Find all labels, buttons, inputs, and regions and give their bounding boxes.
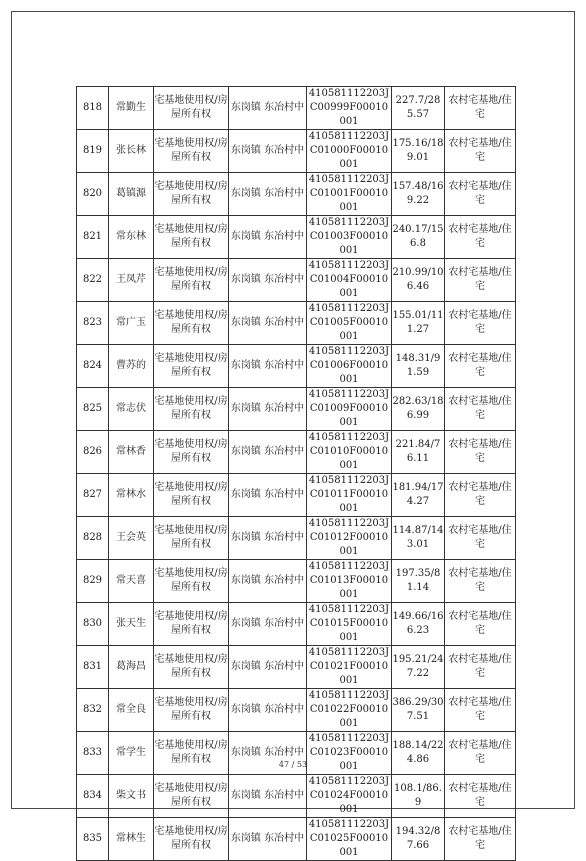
row-number-cell: 827	[77, 474, 109, 517]
right-type-cell: 宅基地使用权/房屋所有权	[154, 646, 229, 689]
right-type-cell: 宅基地使用权/房屋所有权	[154, 388, 229, 431]
right-type-cell: 宅基地使用权/房屋所有权	[154, 173, 229, 216]
unit-code-cell: 410581112203JC01011F00010001	[307, 474, 392, 517]
location-cell: 东岗镇 东冶村中	[229, 646, 307, 689]
area-value-cell: 149.66/166.23	[392, 603, 445, 646]
table-row	[77, 646, 516, 689]
location-cell: 东岗镇 东冶村中	[229, 345, 307, 388]
location-cell: 东岗镇 东冶村中	[229, 302, 307, 345]
row-number-cell: 818	[77, 87, 109, 130]
location-cell: 东岗镇 东冶村中	[229, 474, 307, 517]
location-cell: 东岗镇 东冶村中	[229, 732, 307, 775]
area-value-cell: 194.32/87.66	[392, 818, 445, 861]
owner-name-cell: 张长林	[109, 130, 154, 173]
table-row	[77, 689, 516, 732]
row-number-cell: 825	[77, 388, 109, 431]
right-type-cell: 宅基地使用权/房屋所有权	[154, 302, 229, 345]
row-number-cell: 830	[77, 603, 109, 646]
area-value-cell: 221.84/76.11	[392, 431, 445, 474]
row-number-cell: 831	[77, 646, 109, 689]
usage-type-cell: 农村宅基地/住宅	[445, 388, 516, 431]
right-type-cell: 宅基地使用权/房屋所有权	[154, 259, 229, 302]
location-cell: 东岗镇 东冶村中	[229, 431, 307, 474]
usage-type-cell: 农村宅基地/住宅	[445, 474, 516, 517]
location-cell: 东岗镇 东冶村中	[229, 259, 307, 302]
unit-code-cell: 410581112203JC01023F00010001	[307, 732, 392, 775]
table-row	[77, 517, 516, 560]
row-number-cell: 823	[77, 302, 109, 345]
right-type-cell: 宅基地使用权/房屋所有权	[154, 431, 229, 474]
usage-type-cell: 农村宅基地/住宅	[445, 87, 516, 130]
row-number-cell: 835	[77, 818, 109, 861]
usage-type-cell: 农村宅基地/住宅	[445, 216, 516, 259]
table-row	[77, 87, 516, 130]
row-number-cell: 824	[77, 345, 109, 388]
page-number: 47 / 53	[278, 760, 308, 769]
table-row	[77, 173, 516, 216]
table-row	[77, 603, 516, 646]
table-row	[77, 431, 516, 474]
area-value-cell: 175.16/189.01	[392, 130, 445, 173]
table-row	[77, 818, 516, 861]
owner-name-cell: 常天喜	[109, 560, 154, 603]
usage-type-cell: 农村宅基地/住宅	[445, 302, 516, 345]
location-cell: 东岗镇 东冶村中	[229, 818, 307, 861]
table-row	[77, 259, 516, 302]
area-value-cell: 386.29/307.51	[392, 689, 445, 732]
row-number-cell: 819	[77, 130, 109, 173]
area-value-cell: 188.14/224.86	[392, 732, 445, 775]
owner-name-cell: 王会英	[109, 517, 154, 560]
location-cell: 东岗镇 东冶村中	[229, 517, 307, 560]
unit-code-cell: 410581112203JC01010F00010001	[307, 431, 392, 474]
location-cell: 东岗镇 东冶村中	[229, 388, 307, 431]
area-value-cell: 108.1/86.9	[392, 775, 445, 818]
unit-code-cell: 410581112203JC01003F00010001	[307, 216, 392, 259]
usage-type-cell: 农村宅基地/住宅	[445, 646, 516, 689]
unit-code-cell: 410581112203JC01006F00010001	[307, 345, 392, 388]
right-type-cell: 宅基地使用权/房屋所有权	[154, 560, 229, 603]
right-type-cell: 宅基地使用权/房屋所有权	[154, 689, 229, 732]
unit-code-cell: 410581112203JC01009F00010001	[307, 388, 392, 431]
usage-type-cell: 农村宅基地/住宅	[445, 732, 516, 775]
right-type-cell: 宅基地使用权/房屋所有权	[154, 818, 229, 861]
unit-code-cell: 410581112203JC01000F00010001	[307, 130, 392, 173]
owner-name-cell: 常学生	[109, 732, 154, 775]
area-value-cell: 181.94/174.27	[392, 474, 445, 517]
location-cell: 东岗镇 东冶村中	[229, 173, 307, 216]
area-value-cell: 240.17/156.8	[392, 216, 445, 259]
location-cell: 东岗镇 东冶村中	[229, 689, 307, 732]
row-number-cell: 821	[77, 216, 109, 259]
area-value-cell: 195.21/247.22	[392, 646, 445, 689]
usage-type-cell: 农村宅基地/住宅	[445, 345, 516, 388]
row-number-cell: 834	[77, 775, 109, 818]
unit-code-cell: 410581112203JC00999F00010001	[307, 87, 392, 130]
right-type-cell: 宅基地使用权/房屋所有权	[154, 517, 229, 560]
unit-code-cell: 410581112203JC01025F00010001	[307, 818, 392, 861]
row-number-cell: 829	[77, 560, 109, 603]
table-row	[77, 560, 516, 603]
right-type-cell: 宅基地使用权/房屋所有权	[154, 474, 229, 517]
table-row	[77, 216, 516, 259]
usage-type-cell: 农村宅基地/住宅	[445, 173, 516, 216]
table-row	[77, 345, 516, 388]
unit-code-cell: 410581112203JC01001F00010001	[307, 173, 392, 216]
table-row	[77, 474, 516, 517]
owner-name-cell: 常东林	[109, 216, 154, 259]
row-number-cell: 822	[77, 259, 109, 302]
right-type-cell: 宅基地使用权/房屋所有权	[154, 87, 229, 130]
usage-type-cell: 农村宅基地/住宅	[445, 689, 516, 732]
usage-type-cell: 农村宅基地/住宅	[445, 130, 516, 173]
unit-code-cell: 410581112203JC01015F00010001	[307, 603, 392, 646]
unit-code-cell: 410581112203JC01005F00010001	[307, 302, 392, 345]
right-type-cell: 宅基地使用权/房屋所有权	[154, 603, 229, 646]
area-value-cell: 157.48/169.22	[392, 173, 445, 216]
usage-type-cell: 农村宅基地/住宅	[445, 560, 516, 603]
usage-type-cell: 农村宅基地/住宅	[445, 259, 516, 302]
usage-type-cell: 农村宅基地/住宅	[445, 818, 516, 861]
owner-name-cell: 张天生	[109, 603, 154, 646]
table-row	[77, 775, 516, 818]
property-registry-table	[76, 86, 516, 861]
owner-name-cell: 王凤芹	[109, 259, 154, 302]
owner-name-cell: 常勤生	[109, 87, 154, 130]
area-value-cell: 155.01/111.27	[392, 302, 445, 345]
row-number-cell: 826	[77, 431, 109, 474]
right-type-cell: 宅基地使用权/房屋所有权	[154, 732, 229, 775]
location-cell: 东岗镇 东冶村中	[229, 87, 307, 130]
owner-name-cell: 葛海昌	[109, 646, 154, 689]
owner-name-cell: 常林生	[109, 818, 154, 861]
area-value-cell: 282.63/186.99	[392, 388, 445, 431]
owner-name-cell: 常林水	[109, 474, 154, 517]
usage-type-cell: 农村宅基地/住宅	[445, 603, 516, 646]
right-type-cell: 宅基地使用权/房屋所有权	[154, 345, 229, 388]
table-row	[77, 130, 516, 173]
right-type-cell: 宅基地使用权/房屋所有权	[154, 130, 229, 173]
row-number-cell: 832	[77, 689, 109, 732]
unit-code-cell: 410581112203JC01013F00010001	[307, 560, 392, 603]
owner-name-cell: 柴文书	[109, 775, 154, 818]
table-row	[77, 388, 516, 431]
right-type-cell: 宅基地使用权/房屋所有权	[154, 775, 229, 818]
row-number-cell: 820	[77, 173, 109, 216]
unit-code-cell: 410581112203JC01024F00010001	[307, 775, 392, 818]
area-value-cell: 197.35/81.14	[392, 560, 445, 603]
unit-code-cell: 410581112203JC01021F00010001	[307, 646, 392, 689]
area-value-cell: 114.87/143.01	[392, 517, 445, 560]
location-cell: 东岗镇 东冶村中	[229, 560, 307, 603]
owner-name-cell: 曹苏的	[109, 345, 154, 388]
unit-code-cell: 410581112203JC01022F00010001	[307, 689, 392, 732]
owner-name-cell: 常广玉	[109, 302, 154, 345]
table-row	[77, 302, 516, 345]
area-value-cell: 148.31/91.59	[392, 345, 445, 388]
row-number-cell: 828	[77, 517, 109, 560]
unit-code-cell: 410581112203JC01004F00010001	[307, 259, 392, 302]
usage-type-cell: 农村宅基地/住宅	[445, 775, 516, 818]
row-number-cell: 833	[77, 732, 109, 775]
usage-type-cell: 农村宅基地/住宅	[445, 431, 516, 474]
table-body	[77, 87, 516, 861]
location-cell: 东岗镇 东冶村中	[229, 130, 307, 173]
owner-name-cell: 常全良	[109, 689, 154, 732]
owner-name-cell: 常林香	[109, 431, 154, 474]
unit-code-cell: 410581112203JC01012F00010001	[307, 517, 392, 560]
area-value-cell: 210.99/106.46	[392, 259, 445, 302]
right-type-cell: 宅基地使用权/房屋所有权	[154, 216, 229, 259]
location-cell: 东岗镇 东冶村中	[229, 603, 307, 646]
area-value-cell: 227.7/285.57	[392, 87, 445, 130]
owner-name-cell: 常志伏	[109, 388, 154, 431]
owner-name-cell: 葛镇源	[109, 173, 154, 216]
location-cell: 东岗镇 东冶村中	[229, 775, 307, 818]
location-cell: 东岗镇 东冶村中	[229, 216, 307, 259]
usage-type-cell: 农村宅基地/住宅	[445, 517, 516, 560]
